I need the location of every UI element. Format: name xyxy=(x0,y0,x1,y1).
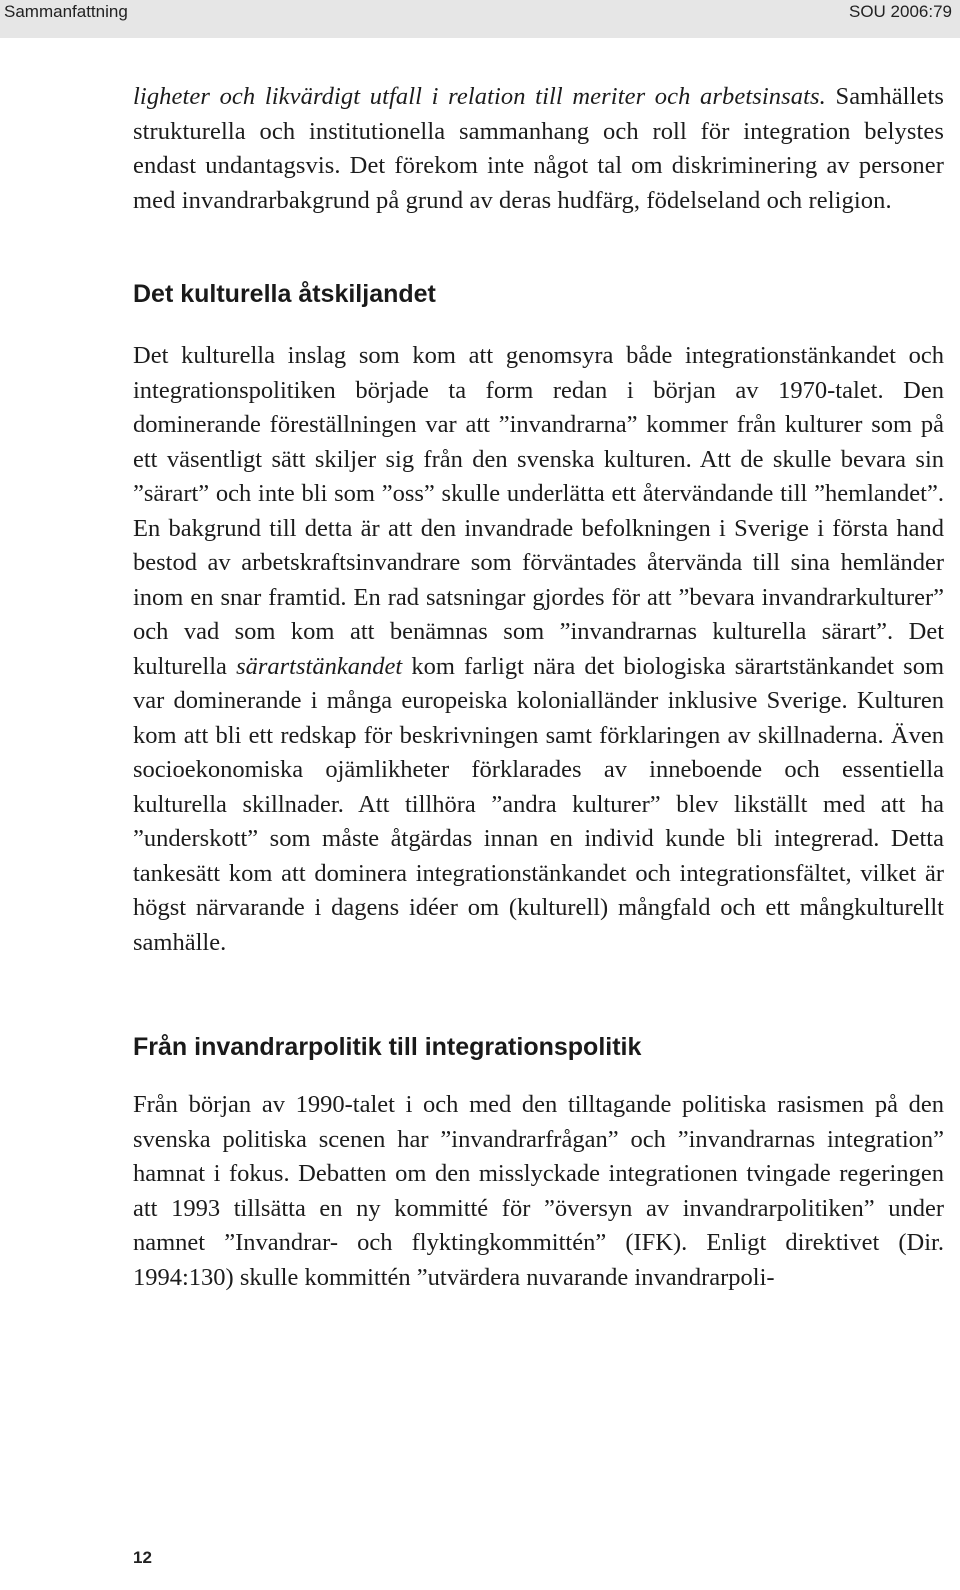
paragraph-text: kom farligt nära det biologiska särartstänkandet som var dominerande i många europeiska kolonialländer inklusive Sverige. Kulturen kom att bli ett redskap för beskrivningen samt förklaringen av skillnaderna. Även socioekonomiska ojämlikheter förklarades av inneboende och essentiella kulturella skillnader. Att tillhöra ”andra kulturer” blev likställt med att ha ”underskott” som måste åtgärdas innan en individ kunde bli integrerad. Detta tankesätt kom att dominera integrationstänkandet och integrationsfältet, vilket är högst närvarande i dagens idéer om (kulturell) mångfald och ett mångkulturellt samhälle. xyxy=(133,652,945,956)
section-heading-cultural-separation: Det kulturella åtskiljandet xyxy=(133,280,436,308)
paragraph-continued xyxy=(133,80,944,218)
paragraph-text: Samhällets strukturella och institutionella sammanhang och roll för integration belystes endast undantagsvis. Det förekom inte något tal om diskriminering av personer med invandrarbakgrund på grund av deras hudfärg, födelseland och religion. xyxy=(133,83,944,214)
section-heading-integration-policy: Från invandrarpolitik till integrationspolitik xyxy=(133,1033,642,1061)
running-header xyxy=(0,0,960,38)
paragraph-text: Det kulturella inslag som kom att genomsyra både integrationstänkandet och integrationspolitiken började ta form redan i början av 1970-talet. Den dominerande föreställningen var att ”invandrarna” kommer från kulturer som på ett väsentligt sätt skiljer sig från den svenska kulturen. Att de skulle bevara sin ”särart” och inte bli som ”oss” skulle underlätta ett återvändande till ”hemlandet”. En bakgrund till detta är att den invandrade befolkningen i Sverige i första hand bestod av arbetskraftsinvandrare som förväntades återvända till sina hemländer inom en snar framtid. En rad satsningar gjordes för att ”bevara invandrarkulturer” och vad som kom att benämnas som ”invandrarnas kulturella särart”. Det kulturella xyxy=(133,342,944,680)
header-section-title: Sammanfattning xyxy=(4,2,128,21)
paragraph-integration-policy: Från början av 1990-talet i och med den tilltagande politiska rasismen på den svenska politiska scenen har ”invandrarfrågan” och ”invandrarnas integration” hamnat i fokus. Debatten om den misslyckade integrationen tvingade regeringen att 1993 tillsätta en ny kommitté för ”översyn av invandrarpolitiken” under namnet ”Invandrar- och flyktingkommittén” (IFK). Enligt direktivet (Dir. 1994:130) skulle kommittén ”utvärdera nuvarande invandrarpoli- xyxy=(133,1091,944,1291)
paragraph-cultural-separation xyxy=(133,339,944,960)
header-series-number: SOU 2006:79 xyxy=(848,2,952,21)
page-body xyxy=(133,80,944,1295)
page-number: 12 xyxy=(133,1548,152,1567)
italic-term: särartstänkandet xyxy=(236,652,403,680)
italic-lead-text: ligheter och likvärdigt utfall i relation till meriter och arbetsinsats. xyxy=(133,83,826,110)
